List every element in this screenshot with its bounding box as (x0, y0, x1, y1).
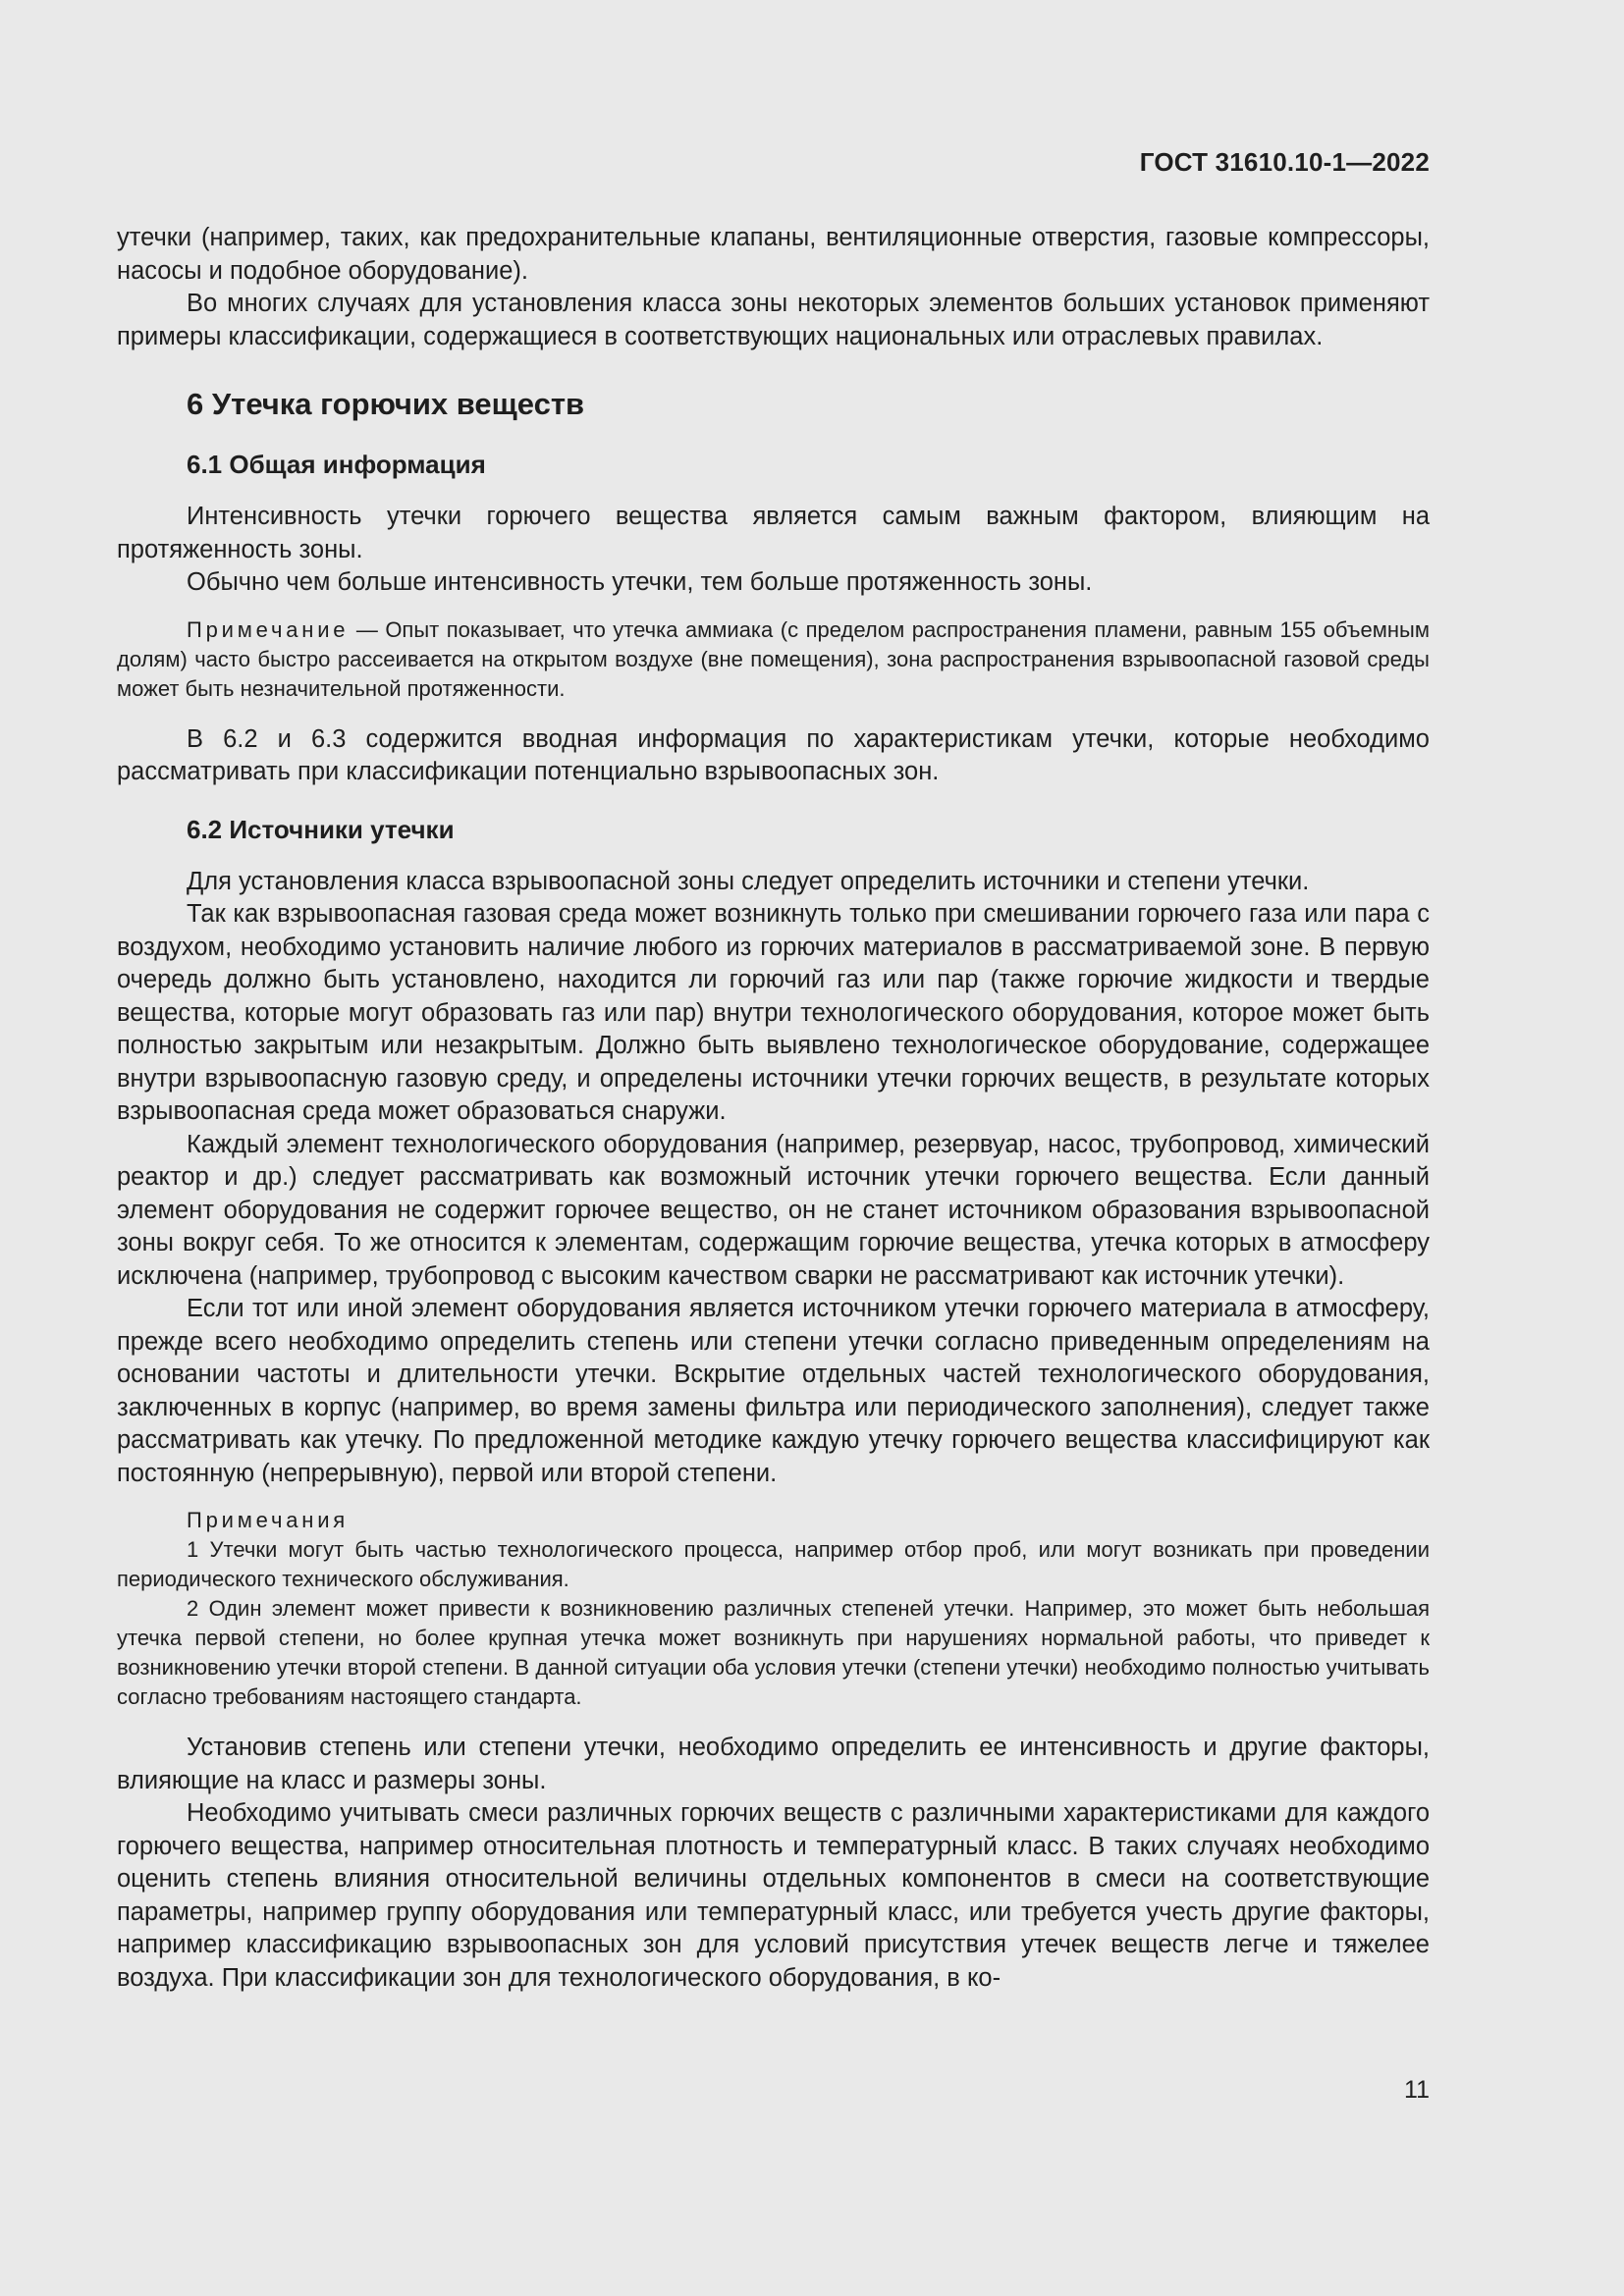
paragraph-examples: Во многих случаях для установления класса зоны некоторых элементов больших установок применяют примеры классификации, содержащиеся в соответствующих национальных или отраслевых правилах. (117, 290, 1430, 350)
paragraph-6-2-sources: Для установления класса взрывоопасной зоны следует определить источники и степени утечки. (187, 867, 1310, 895)
paragraph-continuation: утечки (например, таких, как предохранительные клапаны, вентиляционные отверстия, газовые компрессоры, насосы и подобное оборудование). (117, 224, 1430, 285)
note-label: Примечание (187, 616, 350, 642)
note-ammonia (117, 615, 1430, 704)
paragraph-6-2-intensity: Установив степень или степени утечки, необходимо определить ее интенсивность и другие факторы, влияющие на класс и размеры зоны. (117, 1734, 1430, 1794)
notes-title: Примечания (187, 1508, 350, 1532)
paragraph-6-1-intensity: Интенсивность утечки горючего вещества является самым важным фактором, влияющим на протяженность зоны. (117, 503, 1430, 563)
note-text: — Опыт показывает, что утечка аммиака (с пределом распространения пламени, равным 155 объемным долям) часто быстро рассеивается на открытом воздухе (вне помещения), зона распространения взрывоопасной газовой среды может быть незначительной протяженности. (117, 616, 1430, 701)
section-6-heading: 6 Утечка горючих веществ (187, 387, 585, 421)
section-6-2-heading: 6.2 Источники утечки (187, 814, 455, 844)
section-6-1-heading: 6.1 Общая информация (187, 450, 486, 479)
paragraph-6-1-intro: В 6.2 и 6.3 содержится вводная информация по характеристикам утечки, которые необходимо рассматривать при классификации потенциально взрывоопасных зон. (117, 724, 1430, 785)
page-body (117, 222, 1430, 1995)
note-item-1: 1 Утечки могут быть частью технологического процесса, например отбор проб, или могут возникать при проведении периодического технического обслуживания. (117, 1537, 1430, 1591)
paragraph-6-2-grades: Если тот или иной элемент оборудования является источником утечки горючего материала в атмосферу, прежде всего необходимо определить степень или степени утечки согласно приведенным определениям на основании частоты и длительности утечки. Вскрытие отдельных частей технологического оборудования, заключенных в корпус (например, во время замены фильтра или периодического заполнения), следует также рассматривать как утечку. По предложенной методике каждую утечку горючего вещества классифицируют как постоянную (непрерывную), первой или второй степени. (117, 1295, 1430, 1487)
notes-block (117, 1506, 1430, 1712)
standard-header: ГОСТ 31610.10-1—2022 (1139, 147, 1430, 177)
paragraph-6-1-extent: Обычно чем больше интенсивность утечки, тем больше протяженность зоны. (187, 568, 1093, 596)
page-number: 11 (1404, 2076, 1430, 2104)
paragraph-6-2-mixing: Так как взрывоопасная газовая среда может возникнуть только при смешивании горючего газа или пара с воздухом, необходимо установить наличие любого из горючих материалов в рассматриваемой зоне. В первую очередь должно быть установлено, находится ли горючий газ или пар (также горючие жидкости и твердые вещества, которые могут образовать газ или пар) внутри технологического оборудования, которое может быть полностью закрытым или незакрытым. Должно быть выявлено технологическое оборудование, содержащее внутри взрывоопасную газовую среду, и определены источники утечки горючих веществ, в результате которых взрывоопасная среда может образоваться снаружи. (117, 900, 1430, 1125)
paragraph-6-2-elements: Каждый элемент технологического оборудования (например, резервуар, насос, трубопровод, химический реактор и др.) следует рассматривать как возможный источник утечки горючего вещества. Если данный элемент оборудования не содержит горючее вещество, он не станет источником образования взрывоопасной зоны вокруг себя. То же относится к элементам, содержащим горючие вещества, утечка которых в атмосферу исключена (например, трубопровод с высоким качеством сварки не рассматривают как источник утечки). (117, 1130, 1430, 1290)
note-item-2: 2 Один элемент может привести к возникновению различных степеней утечки. Например, это может быть небольшая утечка первой степени, но более крупная утечка может возникнуть при нарушениях нормальной работы, что приведет к возникновению утечки второй степени. В данной ситуации оба условия утечки (степени утечки) необходимо полностью учитывать согласно требованиям настоящего стандарта. (117, 1596, 1430, 1709)
paragraph-6-2-mixtures: Необходимо учитывать смеси различных горючих веществ с различными характеристиками для каждого горючего вещества, например относительная плотность и температурный класс. В таких случаях необходимо оценить степень влияния относительной величины отдельных компонентов в смеси на соответствующие параметры, например группу оборудования или температурный класс, или требуется учесть другие факторы, например классификацию взрывоопасных зон для условий присутствия утечек веществ легче и тяжелее воздуха. При классификации зон для технологического оборудования, в ко- (117, 1799, 1430, 1992)
